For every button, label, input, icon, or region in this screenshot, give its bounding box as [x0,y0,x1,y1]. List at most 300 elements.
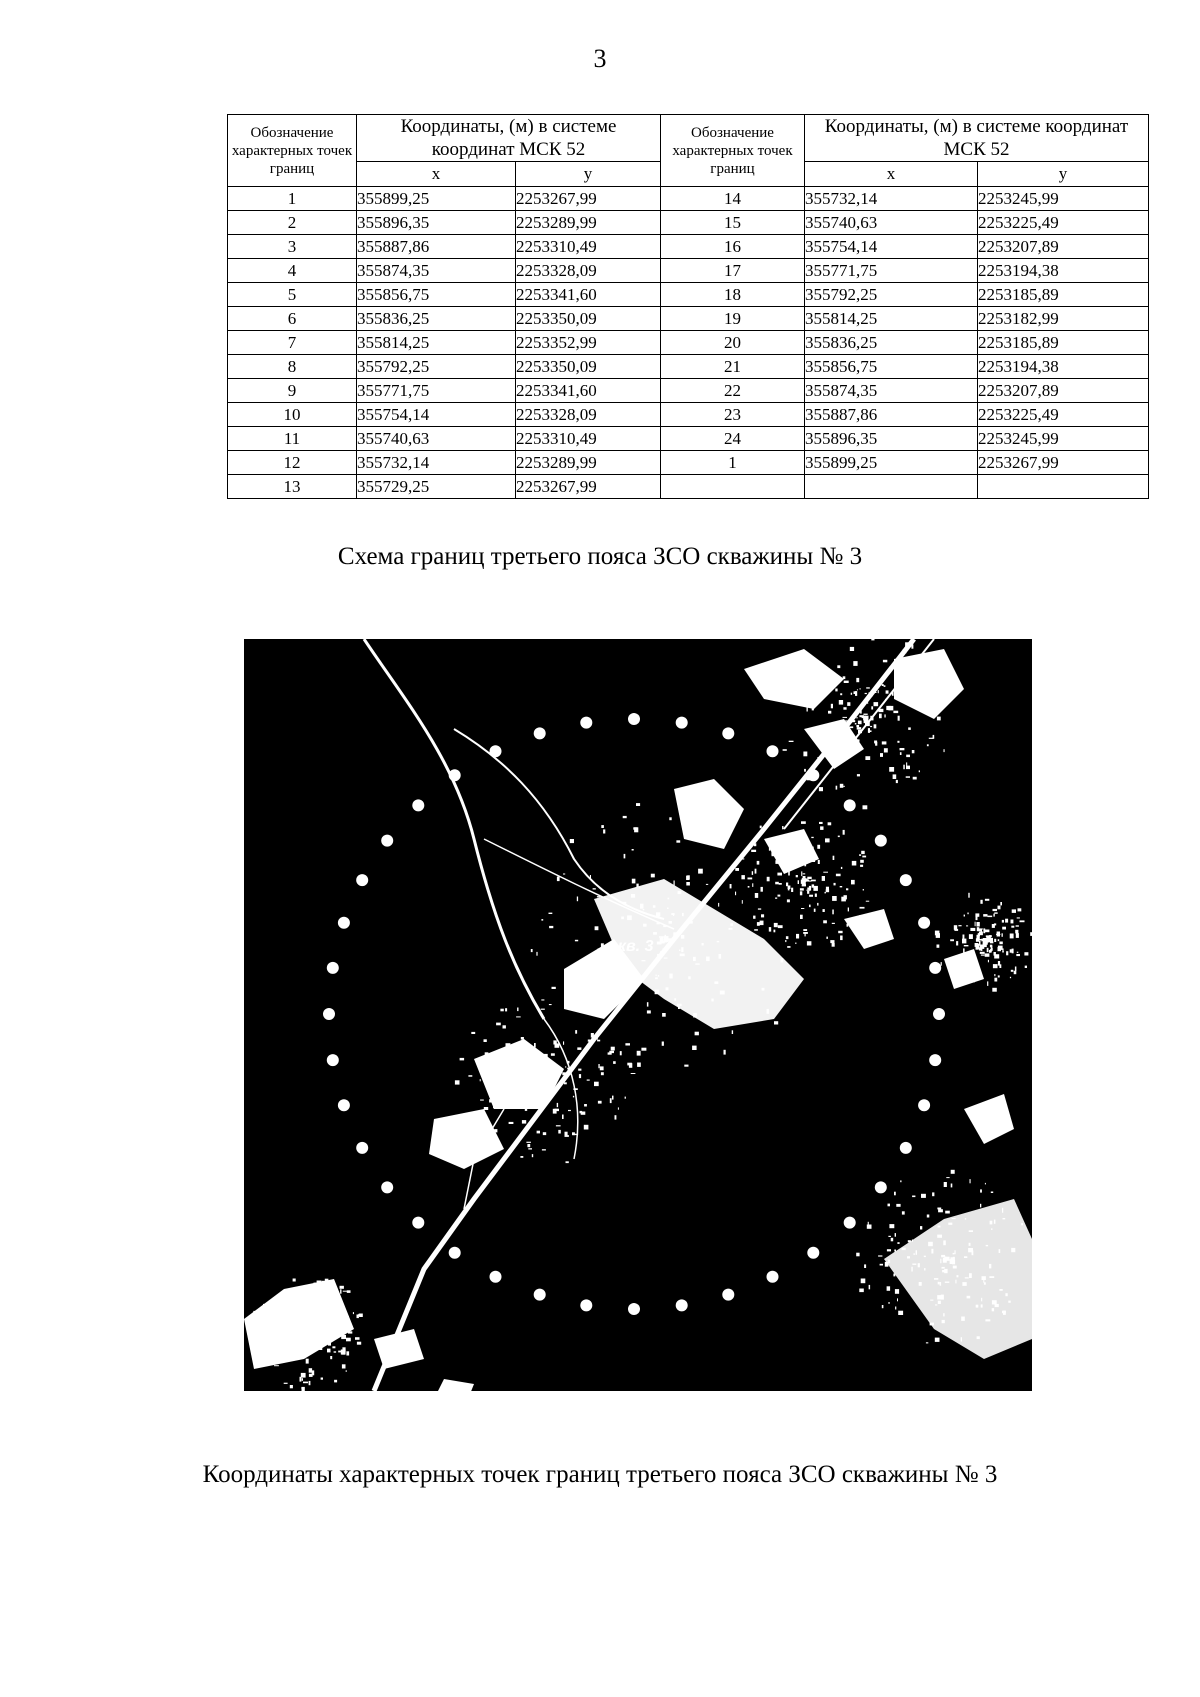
speckle [871,706,873,709]
speckle [627,1063,632,1066]
speckle [288,1323,293,1326]
speckle [769,927,771,932]
y-coordinate-left: 2253328,09 [516,259,661,283]
speckle [891,1238,894,1242]
speckle [489,1099,494,1102]
speckle [994,978,997,982]
speckle [636,884,638,888]
speckle [981,1298,982,1302]
speckle [1012,909,1016,913]
speckle [532,1154,533,1157]
speckle [662,1042,664,1046]
boundary-dot [844,799,856,811]
speckle [287,1342,291,1343]
speckle [803,882,806,885]
speckle [324,1302,328,1305]
speckle [530,1088,533,1092]
speckle [293,1341,296,1344]
point-number-right: 23 [661,403,805,427]
point-number-right: 22 [661,379,805,403]
speckle [832,896,837,901]
speckle [695,1032,699,1036]
speckle [699,830,702,834]
speckle [940,1259,941,1264]
speckle [1020,920,1025,922]
speckle [676,840,680,842]
speckle [834,883,836,886]
speckle [895,1233,896,1237]
speckle [802,878,806,882]
speckle [964,945,969,946]
speckle [513,1050,517,1054]
point-number-left: 3 [228,235,357,259]
boundary-dot [412,1217,424,1229]
speckle [336,1322,338,1325]
speckle [662,1013,666,1017]
speckle [302,1327,306,1329]
speckle [838,836,840,838]
speckle [520,1156,523,1158]
speckle [555,1069,558,1074]
speckle [678,891,682,894]
speckle [556,1125,561,1126]
speckle [887,1286,891,1291]
speckle [937,1235,942,1238]
boundary-dot [580,1299,592,1311]
speckle [1024,952,1028,955]
point-number-right: 14 [661,187,805,211]
speckle [812,884,815,887]
speckle [938,1301,941,1304]
speckle [1018,908,1022,911]
speckle [963,962,968,966]
table-row [228,259,1149,283]
speckle [952,1218,956,1219]
speckle [621,917,624,920]
boundary-dot [327,1054,339,1066]
speckle [550,1070,555,1072]
speckle [866,687,870,688]
boundary-dot [929,962,941,974]
point-number-right: 17 [661,259,805,283]
speckle [986,939,989,940]
speckle [932,1192,934,1196]
speckle [964,956,966,959]
speckle [866,901,869,902]
table-row [228,235,1149,259]
speckle [524,1082,526,1084]
speckle [870,730,872,732]
speckle [943,1259,944,1261]
speckle [274,1365,279,1366]
boundary-dot [900,874,912,886]
speckle [718,903,719,907]
speckle [533,1088,536,1092]
y-coordinate-right [978,475,1149,499]
speckle [256,1343,257,1346]
speckle [817,845,820,849]
table-row [228,475,1149,499]
y-coordinate-left: 2253328,09 [516,403,661,427]
speckle [823,909,825,912]
speckle [1017,917,1020,918]
x-coordinate-left: 355874,35 [357,259,516,283]
speckle [931,1249,933,1254]
speckle [783,749,787,751]
speckle [1012,949,1014,954]
speckle [549,1004,552,1005]
speckle [856,717,857,718]
speckle [612,968,616,970]
speckle [977,944,980,946]
speckle [955,961,959,965]
speckle [977,1336,980,1339]
speckle [338,1311,339,1315]
speckle [826,887,829,891]
point-number-left: 4 [228,259,357,283]
speckle [724,1050,726,1055]
speckle [549,913,553,914]
speckle [702,943,704,946]
speckle [988,960,989,963]
speckle [575,940,578,942]
speckle [937,717,941,721]
speckle [933,735,935,738]
speckle [539,1088,543,1092]
speckle [888,1302,890,1303]
speckle [598,1101,602,1104]
speckle [969,934,973,939]
speckle [297,1288,302,1291]
speckle [897,1298,898,1301]
boundary-dot [676,717,688,729]
speckle [265,1337,267,1339]
speckle [336,1291,338,1294]
speckle [967,967,970,968]
speckle [971,978,975,982]
speckle [664,936,669,941]
speckle [803,873,806,874]
speckle [979,947,982,950]
speckle [955,1280,956,1284]
speckle [994,923,996,925]
speckle [840,886,843,887]
speckle [861,851,865,854]
speckle [548,1079,553,1083]
speckle [967,1296,971,1299]
speckle [253,1354,257,1358]
speckle [627,915,632,920]
speckle [485,1052,489,1056]
speckle [831,704,833,709]
speckle [841,897,846,902]
speckle [912,1240,913,1242]
x-coordinate-right: 355732,14 [805,187,978,211]
speckle [937,945,940,948]
speckle [907,1256,910,1258]
speckle [284,1330,287,1335]
table-row [228,451,1149,475]
speckle [584,1104,587,1107]
speckle [305,1329,309,1331]
x-coordinate-right: 355754,14 [805,235,978,259]
speckle [261,1313,266,1317]
speckle [309,1374,313,1377]
speckle [493,1056,497,1061]
speckle [346,1351,349,1355]
speckle [303,1382,308,1384]
speckle [357,1342,361,1345]
speckle [535,1059,536,1063]
boundary-dot [323,1008,335,1020]
speckle [655,977,658,979]
speckle [858,721,862,725]
speckle [991,948,993,951]
speckle [755,893,758,898]
speckle [782,826,783,829]
speckle [840,784,844,788]
speckle [335,1313,338,1316]
speckle [864,1264,866,1268]
speckle [852,925,855,927]
speckle [775,860,779,864]
speckle [926,697,928,701]
speckle [468,1075,472,1077]
speckle [796,934,799,939]
speckle [979,932,983,936]
point-number-left: 6 [228,307,357,331]
speckle [916,1250,917,1255]
speckle [936,933,940,938]
y-coordinate-right: 2253207,89 [978,379,1149,403]
speckle [938,1282,940,1285]
speckle [908,1240,911,1242]
x-coordinate-left: 355896,35 [357,211,516,235]
y-coordinate-left: 2253267,99 [516,475,661,499]
y-coordinate-left: 2253310,49 [516,235,661,259]
speckle [619,987,622,991]
speckle [977,922,980,927]
speckle [719,954,722,959]
speckle [706,957,710,962]
speckle [987,948,989,952]
speckle [859,915,860,919]
speckle [973,964,976,966]
speckle [313,1327,318,1328]
speckle [693,1013,697,1017]
speckle [318,1325,321,1326]
speckle [1010,977,1011,978]
speckle [935,1304,937,1305]
speckle [975,922,976,927]
speckle [911,1267,912,1272]
speckle [778,895,781,897]
speckle [524,1073,525,1077]
speckle [898,716,900,721]
speckle [692,1046,697,1050]
speckle [964,915,965,917]
speckle [531,949,533,952]
speckle [1002,1208,1003,1213]
speckle [346,1370,347,1371]
speckle [859,688,860,689]
speckle [785,940,786,942]
speckle [563,1041,564,1044]
speckle [322,1281,326,1285]
speckle [296,1337,298,1341]
speckle [625,1097,626,1099]
speckle [946,1177,949,1178]
speckle [843,676,846,679]
speckle [880,1264,883,1266]
speckle [323,1319,324,1323]
speckle [257,1351,262,1354]
speckle [812,706,814,711]
speckle [991,1192,993,1194]
speckle [787,899,790,902]
speckle [830,940,834,943]
speckle [826,937,828,939]
speckle [536,952,537,956]
speckle [767,1009,769,1014]
speckle [885,1262,889,1267]
speckle [779,840,782,844]
speckle [720,991,725,995]
speckle [544,1054,548,1057]
speckle [643,924,647,927]
speckle [553,1109,557,1114]
speckle [984,939,986,941]
boundary-dot [875,835,887,847]
speckle [919,770,920,772]
speckle [927,744,929,746]
speckle [509,1122,514,1124]
speckle [603,829,605,833]
point-number-left: 10 [228,403,357,427]
speckle [554,1080,556,1082]
boundary-scheme-map [244,639,1032,1391]
speckle [664,958,668,959]
speckle [992,988,997,992]
speckle [929,738,934,739]
speckle [985,1183,986,1185]
speckle [658,975,659,977]
x-coordinate-left: 355729,25 [357,475,516,499]
speckle [494,1129,497,1132]
speckle [802,884,806,886]
speckle [801,908,804,909]
speckle [801,871,802,876]
speckle [696,832,698,834]
well-label: скв. 3 [609,938,654,955]
speckle [1002,948,1003,952]
speckle [637,1051,641,1056]
speckle [943,1313,944,1316]
speckle [926,1342,928,1343]
speckle [1015,967,1017,972]
speckle [786,936,789,939]
speckle [969,1273,972,1278]
speckle [1000,902,1002,905]
speckle [755,869,757,874]
speckle [681,935,684,939]
speckle [828,711,831,714]
speckle [541,919,543,921]
speckle [516,1016,521,1017]
speckle [879,714,882,719]
speckle [335,1302,339,1305]
bottom-caption: Координаты характерных точек границ третьего пояса ЗСО скважины № 3 [202,1461,998,1488]
speckle [999,1289,1002,1291]
speckle [661,938,663,940]
speckle [679,950,681,952]
speckle [341,1350,346,1355]
speckle [981,1304,983,1307]
point-number-left: 8 [228,355,357,379]
speckle [537,1131,540,1134]
speckle [555,1076,559,1080]
speckle [302,1387,305,1391]
speckle [1016,925,1019,926]
speckle [702,829,706,833]
speckle [593,888,596,889]
x-coordinate-left: 355887,86 [357,235,516,259]
speckle [822,876,825,881]
speckle [803,929,807,931]
speckle [348,1331,352,1333]
speckle [316,1317,318,1320]
speckle [795,943,796,944]
speckle [314,1283,319,1284]
speckle [836,874,841,877]
speckle [634,827,638,832]
speckle [302,1331,307,1333]
speckle [786,883,788,887]
speckle [674,881,675,886]
speckle [455,1080,460,1084]
boundary-dot [356,874,368,886]
speckle [1006,951,1008,955]
x-coordinate-right: 355856,75 [805,355,978,379]
speckle [787,946,790,948]
speckle [856,678,859,682]
speckle [956,976,959,981]
speckle [906,766,910,770]
speckle [581,1112,586,1115]
speckle [1025,966,1027,968]
speckle [296,1327,300,1329]
speckle [966,975,967,978]
x-coordinate-right: 355887,86 [805,403,978,427]
speckle [841,867,842,869]
speckle [308,1333,312,1335]
speckle [835,689,837,692]
speckle [817,740,818,742]
speckle [609,1051,614,1053]
speckle [346,1338,351,1342]
speckle [313,1288,314,1291]
speckle [1010,935,1013,937]
speckle [819,822,823,824]
speckle [937,1208,941,1210]
speckle [900,1180,901,1182]
speckle [355,1337,360,1340]
speckle [854,691,857,694]
speckle [639,887,640,889]
speckle [843,717,848,718]
x-coordinate-right: 355836,25 [805,331,978,355]
boundary-dot [534,1289,546,1301]
